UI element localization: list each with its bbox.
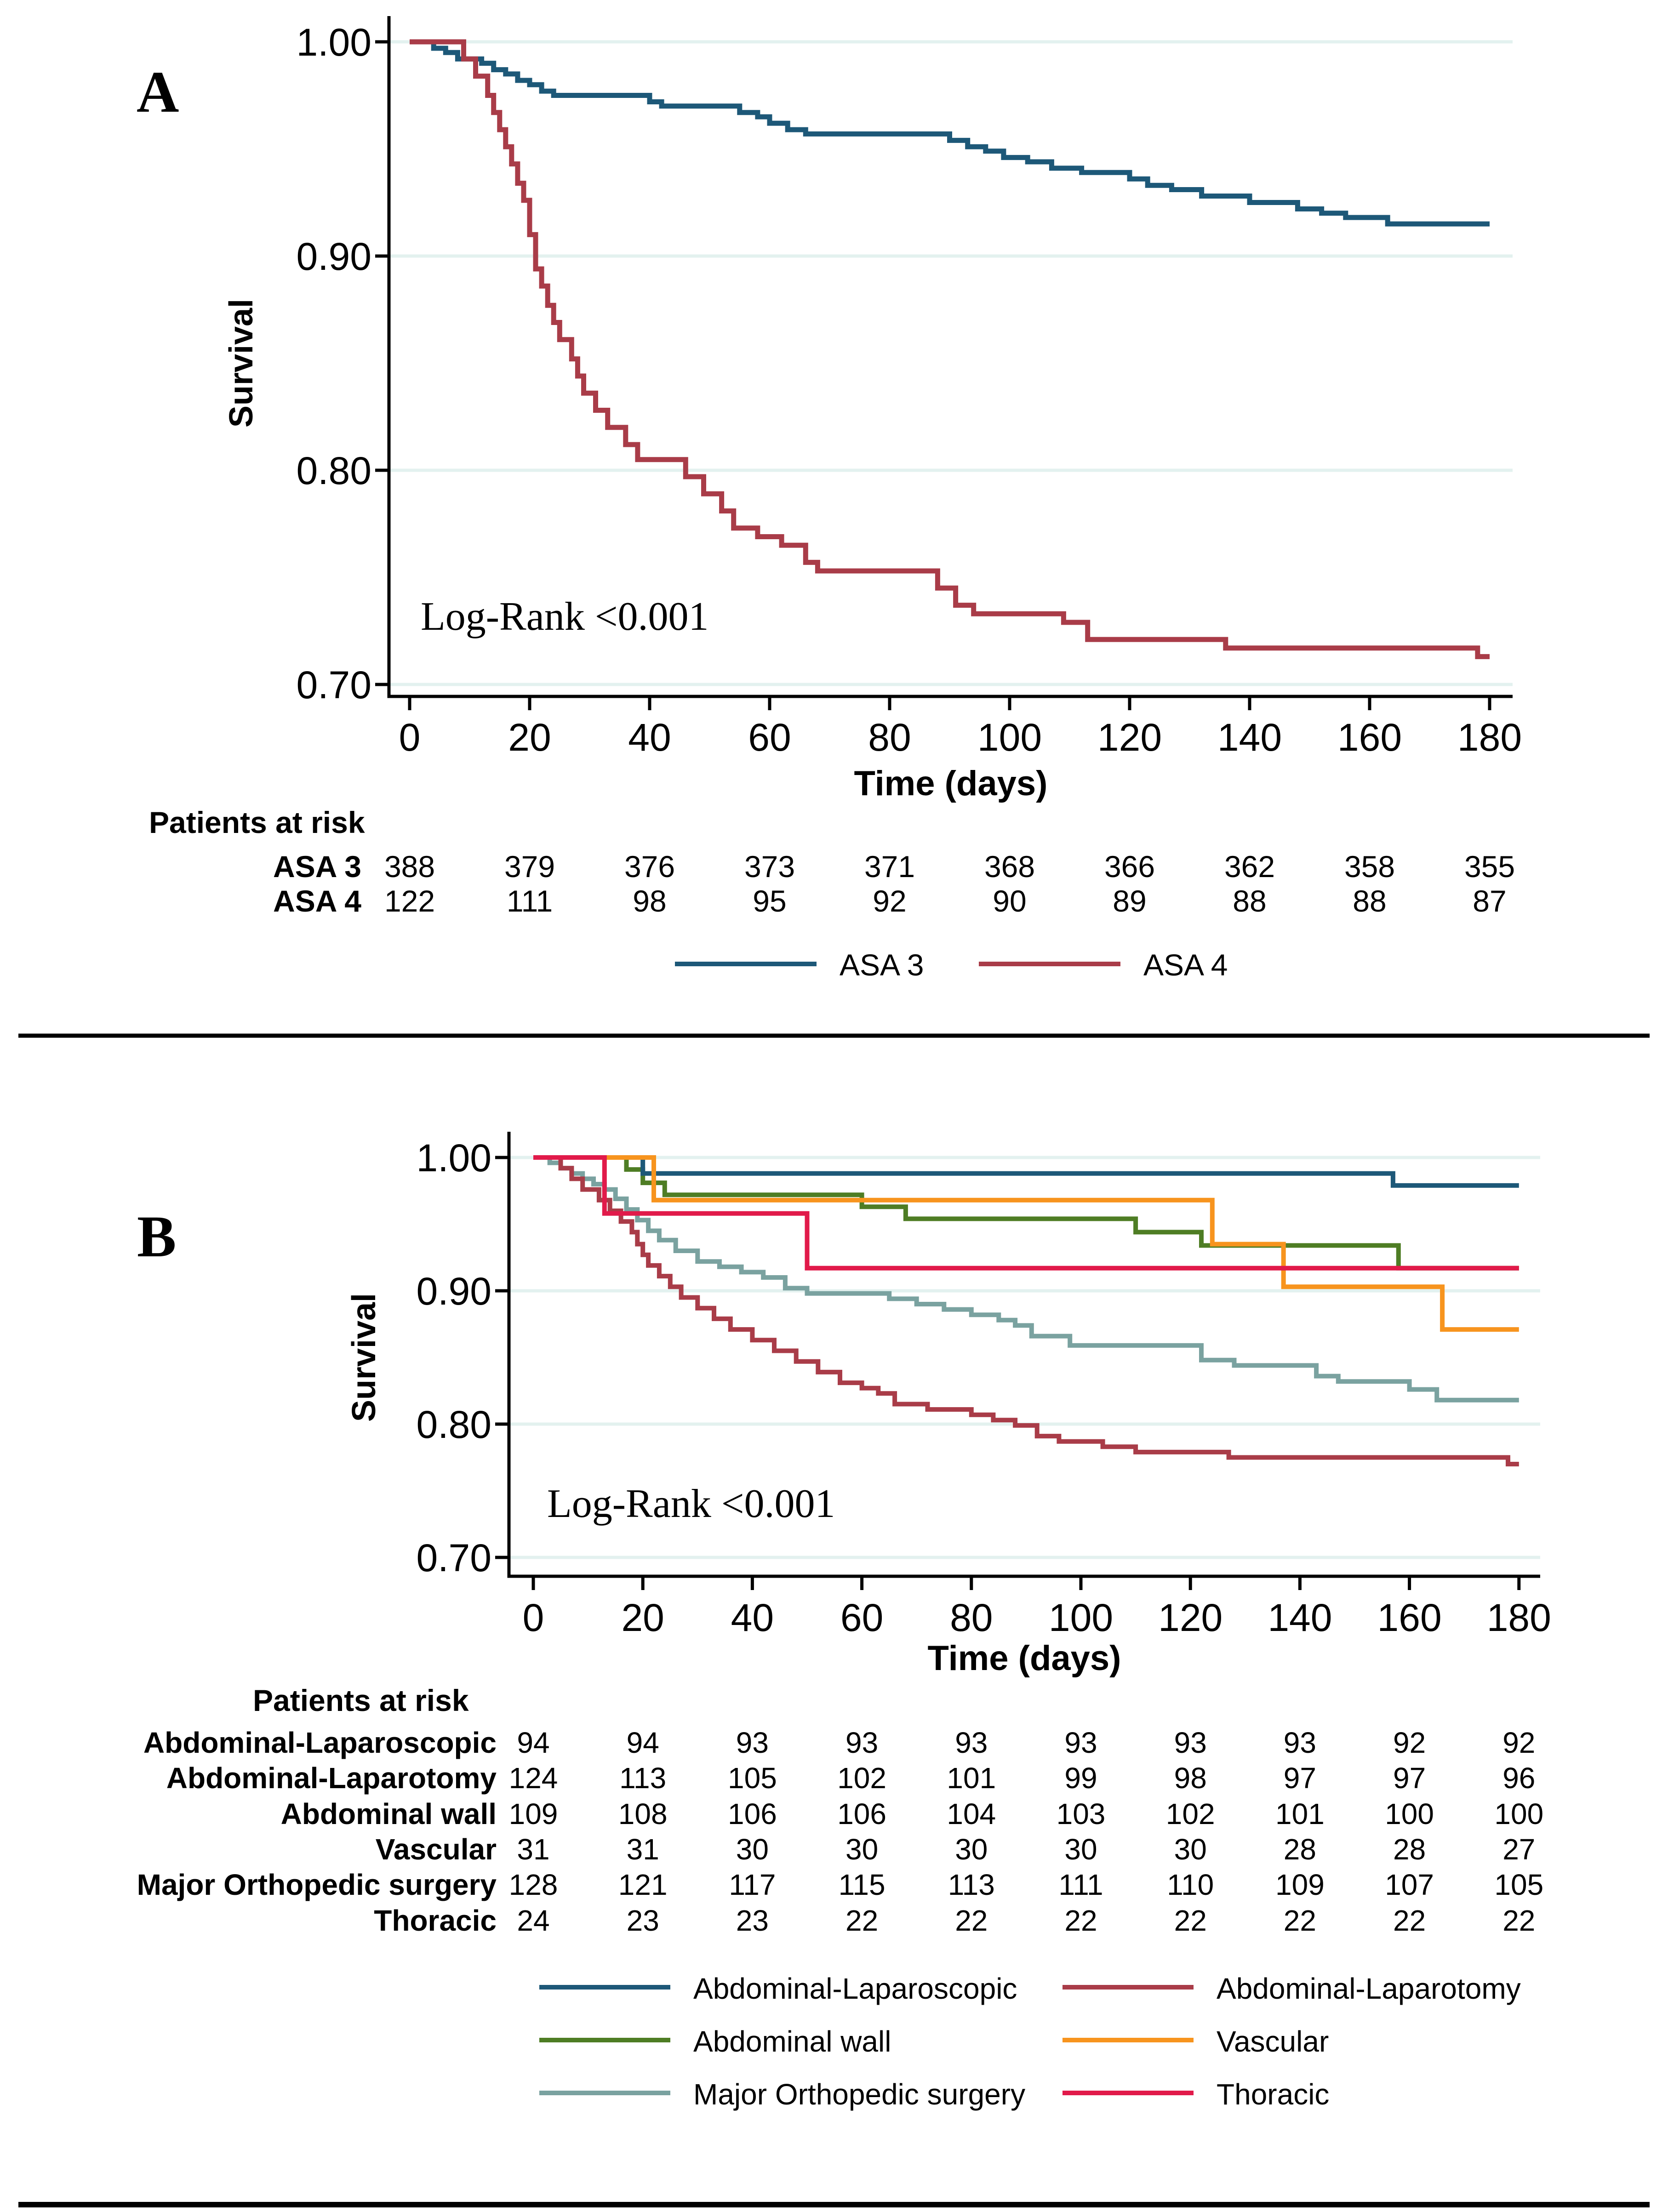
y-tick-label: 0.70	[296, 663, 371, 707]
legend-label-thoracic: Thoracic	[1217, 2078, 1330, 2111]
x-tick-label: 140	[1217, 716, 1282, 759]
risk-value: 107	[1385, 1868, 1434, 1901]
survival-curve-abdominal-laparotomy	[533, 1157, 1519, 1464]
x-tick-label: 20	[508, 716, 551, 759]
risk-value: 22	[1393, 1904, 1426, 1937]
risk-value: 98	[1174, 1762, 1207, 1795]
y-tick-label: 1.00	[416, 1136, 491, 1180]
legend-label-major-orthopedic-surgery: Major Orthopedic surgery	[693, 2078, 1026, 2111]
risk-row-label-asa-4: ASA 4	[273, 884, 361, 918]
panel-b	[137, 1132, 1551, 2111]
x-tick-label: 160	[1337, 716, 1402, 759]
legend-label-asa-4: ASA 4	[1143, 948, 1228, 982]
legend-label-asa-3: ASA 3	[840, 948, 924, 982]
survival-curve-abdominal-laparoscopic	[533, 1157, 1519, 1186]
risk-value: 88	[1233, 884, 1267, 918]
x-tick-label: 100	[1048, 1596, 1114, 1639]
patients-at-risk-header: Patients at risk	[253, 1683, 469, 1717]
x-tick-label: 20	[621, 1596, 664, 1639]
risk-value: 113	[619, 1762, 667, 1795]
legend-label-abdominal-laparotomy: Abdominal-Laparotomy	[1217, 1972, 1521, 2005]
risk-value: 103	[1056, 1797, 1106, 1830]
risk-value: 94	[626, 1726, 659, 1759]
risk-value: 102	[837, 1762, 886, 1795]
risk-value: 93	[736, 1726, 769, 1759]
risk-value: 366	[1104, 849, 1155, 884]
legend-label-abdominal-laparoscopic: Abdominal-Laparoscopic	[693, 1972, 1017, 2005]
risk-value: 93	[845, 1726, 879, 1759]
risk-value: 92	[1393, 1726, 1426, 1759]
x-tick-label: 100	[977, 716, 1042, 759]
panel-a-letter: A	[137, 59, 179, 125]
risk-value: 98	[633, 884, 667, 918]
risk-value: 88	[1353, 884, 1387, 918]
survival-curve-asa-3	[410, 42, 1490, 224]
risk-value: 376	[624, 849, 675, 884]
y-axis-title: Survival	[223, 298, 260, 428]
risk-row-label-asa-3: ASA 3	[273, 849, 361, 884]
x-tick-label: 60	[748, 716, 791, 759]
risk-value: 95	[753, 884, 787, 918]
y-tick-label: 1.00	[296, 21, 371, 64]
risk-value: 379	[504, 849, 555, 884]
risk-value: 24	[517, 1904, 550, 1937]
risk-value: 373	[744, 849, 795, 884]
risk-value: 122	[384, 884, 435, 918]
risk-value: 90	[993, 884, 1027, 918]
risk-value: 109	[1275, 1868, 1325, 1901]
risk-value: 22	[1174, 1904, 1207, 1937]
x-tick-label: 40	[731, 1596, 774, 1639]
risk-value: 22	[955, 1904, 988, 1937]
x-tick-label: 120	[1158, 1596, 1223, 1639]
risk-value: 97	[1393, 1762, 1426, 1795]
y-axis-title: Survival	[346, 1293, 383, 1422]
risk-value: 388	[384, 849, 435, 884]
risk-value: 362	[1224, 849, 1275, 884]
risk-value: 22	[1283, 1904, 1316, 1937]
x-tick-label: 140	[1268, 1596, 1332, 1639]
risk-value: 27	[1502, 1833, 1536, 1866]
risk-value: 101	[947, 1762, 996, 1795]
patients-at-risk-header: Patients at risk	[149, 805, 365, 839]
x-tick-label: 160	[1377, 1596, 1442, 1639]
risk-value: 111	[506, 884, 553, 918]
x-tick-label: 0	[522, 1596, 544, 1639]
y-tick-label: 0.80	[416, 1403, 491, 1446]
risk-value: 108	[618, 1797, 668, 1830]
risk-value: 106	[837, 1797, 886, 1830]
risk-value: 93	[1283, 1726, 1316, 1759]
risk-value: 22	[1064, 1904, 1097, 1937]
legend-label-abdominal-wall: Abdominal wall	[693, 2025, 891, 2058]
risk-value: 23	[736, 1904, 769, 1937]
panel-a	[137, 16, 1522, 982]
x-tick-label: 180	[1486, 1596, 1551, 1639]
risk-value: 30	[1174, 1833, 1207, 1866]
risk-value: 355	[1464, 849, 1515, 884]
x-axis-title: Time (days)	[927, 1639, 1121, 1678]
risk-value: 96	[1502, 1762, 1536, 1795]
risk-value: 113	[948, 1868, 995, 1901]
risk-row-label-abdominal-laparoscopic: Abdominal-Laparoscopic	[143, 1726, 497, 1759]
risk-value: 115	[838, 1868, 885, 1901]
risk-value: 94	[517, 1726, 550, 1759]
risk-value: 105	[728, 1762, 777, 1795]
log-rank-annotation: Log-Rank <0.001	[421, 594, 709, 639]
x-tick-label: 120	[1097, 716, 1162, 759]
x-tick-label: 80	[868, 716, 911, 759]
risk-value: 102	[1165, 1797, 1215, 1830]
risk-value: 121	[618, 1868, 668, 1901]
risk-value: 105	[1494, 1868, 1544, 1901]
y-tick-label: 0.70	[416, 1536, 491, 1579]
x-tick-label: 180	[1457, 716, 1522, 759]
risk-value: 104	[947, 1797, 996, 1830]
risk-value: 93	[955, 1726, 988, 1759]
risk-value: 30	[736, 1833, 769, 1866]
risk-value: 128	[508, 1868, 558, 1901]
risk-value: 101	[1275, 1797, 1325, 1830]
risk-value: 22	[845, 1904, 879, 1937]
risk-value: 368	[984, 849, 1035, 884]
risk-value: 371	[864, 849, 915, 884]
risk-value: 87	[1473, 884, 1507, 918]
risk-value: 93	[1174, 1726, 1207, 1759]
risk-value: 97	[1283, 1762, 1316, 1795]
risk-value: 124	[508, 1762, 558, 1795]
risk-value: 110	[1167, 1868, 1214, 1901]
risk-value: 92	[873, 884, 907, 918]
risk-row-label-abdominal-wall: Abdominal wall	[280, 1797, 497, 1830]
risk-value: 106	[728, 1797, 777, 1830]
risk-value: 30	[1064, 1833, 1097, 1866]
x-tick-label: 80	[950, 1596, 993, 1639]
risk-value: 28	[1283, 1833, 1316, 1866]
risk-value: 30	[955, 1833, 988, 1866]
risk-value: 30	[845, 1833, 879, 1866]
risk-value: 31	[517, 1833, 550, 1866]
risk-row-label-major-orthopedic-surgery: Major Orthopedic surgery	[137, 1868, 497, 1901]
risk-value: 109	[508, 1797, 558, 1830]
risk-value: 99	[1064, 1762, 1097, 1795]
x-tick-label: 0	[399, 716, 421, 759]
risk-value: 89	[1113, 884, 1147, 918]
x-axis-title: Time (days)	[854, 764, 1048, 803]
risk-value: 100	[1385, 1797, 1434, 1830]
y-tick-label: 0.90	[416, 1270, 491, 1313]
panel-b-letter: B	[137, 1204, 177, 1269]
log-rank-annotation: Log-Rank <0.001	[547, 1482, 835, 1526]
legend-label-vascular: Vascular	[1217, 2025, 1329, 2058]
risk-value: 117	[729, 1868, 776, 1901]
risk-value: 93	[1064, 1726, 1097, 1759]
risk-value: 92	[1502, 1726, 1536, 1759]
risk-value: 22	[1502, 1904, 1536, 1937]
risk-value: 31	[626, 1833, 659, 1866]
risk-value: 28	[1393, 1833, 1426, 1866]
risk-row-label-abdominal-laparotomy: Abdominal-Laparotomy	[166, 1762, 497, 1795]
y-tick-label: 0.90	[296, 235, 371, 278]
risk-row-label-thoracic: Thoracic	[374, 1904, 497, 1937]
y-tick-label: 0.80	[296, 449, 371, 492]
risk-value: 111	[1058, 1868, 1103, 1901]
x-tick-label: 60	[840, 1596, 884, 1639]
risk-value: 100	[1494, 1797, 1544, 1830]
risk-value: 23	[626, 1904, 659, 1937]
x-tick-label: 40	[628, 716, 671, 759]
risk-value: 358	[1344, 849, 1395, 884]
risk-row-label-vascular: Vascular	[375, 1833, 497, 1866]
